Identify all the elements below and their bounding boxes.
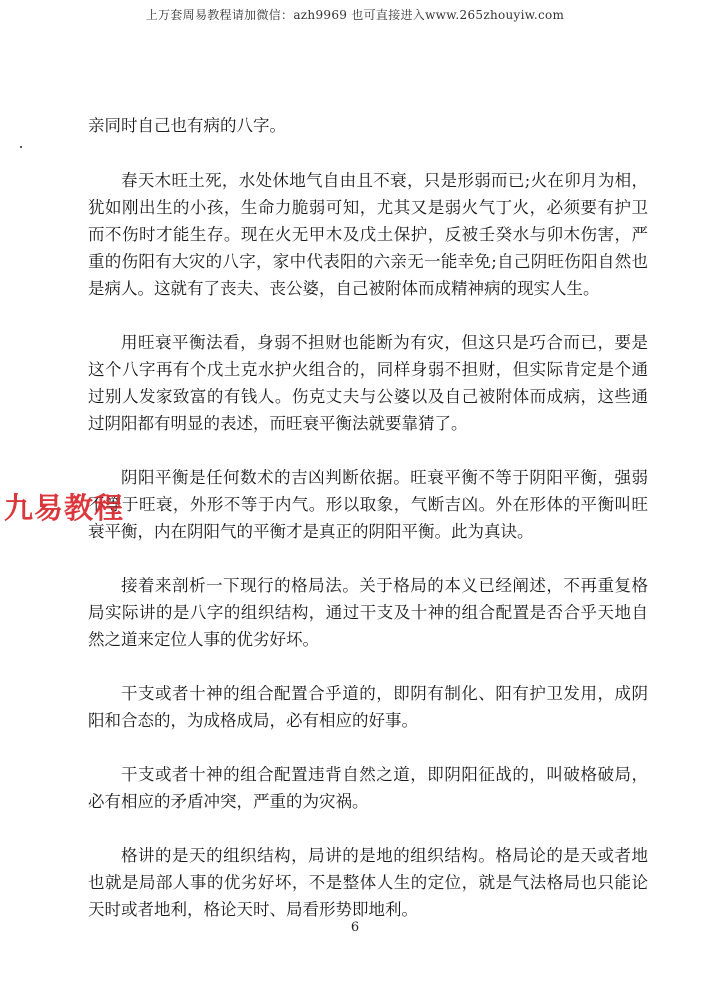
page-number: 6 (350, 920, 360, 935)
paragraph: 干支或者十神的组合配置违背自然之道，即阴阳征战的，叫破格破局，必有相应的矛盾冲突，严重的为灾祸。 (88, 765, 648, 811)
paragraph: 格讲的是天的组织结构，局讲的是地的组织结构。格局论的是天或者地也就是局部人事的优劣好坏，不是整体人生的定位，就是气法格局也只能论天时或者地利，格论天时、局看形势即地利。 (88, 846, 648, 919)
paragraph: 春天木旺土死，水处休地气自由且不衰，只是形弱而已;火在卯月为相，犹如刚出生的小孩，生命力脆弱可知，尤其又是弱火气丁火，必须要有护卫而不伤时才能生存。现在火无甲木及戊土保护，反被壬癸水与卯木伤害，严重的伤阳有大灾的八字，家中代表阳的六亲无一能幸免;自己阴旺伤阳自然也是病人。这就有了丧夫、丧公婆，自己被附体而成精神病的现实人生。 (88, 171, 648, 298)
watermark-logo: 九易教程 (4, 491, 125, 525)
paragraph: 阴阳平衡是任何数术的吉凶判断依据。旺衰平衡不等于阴阳平衡，强弱不等于旺衰，外形不等于内气。形以取象，气断吉凶。外在形体的平衡叫旺衰平衡，内在阴阳气的平衡才是真正的阴阳平衡。此为真诀。 (88, 468, 648, 541)
paragraph: 接着来剖析一下现行的格局法。关于格局的本义已经阐述，不再重复格局实际讲的是八字的组织结构，通过干支及十神的组合配置是否合乎天地自然之道来定位人事的优劣好坏。 (88, 576, 648, 649)
body-text (88, 112, 648, 950)
scan-speck (20, 146, 22, 148)
paragraph: 用旺衰平衡法看，身弱不担财也能断为有灾，但这只是巧合而已，要是这个八字再有个戊土克水护火组合的，同样身弱不担财，但实际肯定是个通过别人发家致富的有钱人。伤克丈夫与公婆以及自己被附体而成病，这些通过阴阳都有明显的表述，而旺衰平衡法就要靠猜了。 (88, 333, 648, 433)
page-header: 上万套周易教程请加微信：azh9969 也可直接进入www.265zhouyiw.com (145, 8, 565, 22)
paragraph-continued: 亲同时自己也有病的八字。 (88, 116, 286, 135)
paragraph: 干支或者十神的组合配置合乎道的，即阴有制化、阳有护卫发用，成阴阳和合态的，为成格成局，必有相应的好事。 (88, 684, 648, 730)
